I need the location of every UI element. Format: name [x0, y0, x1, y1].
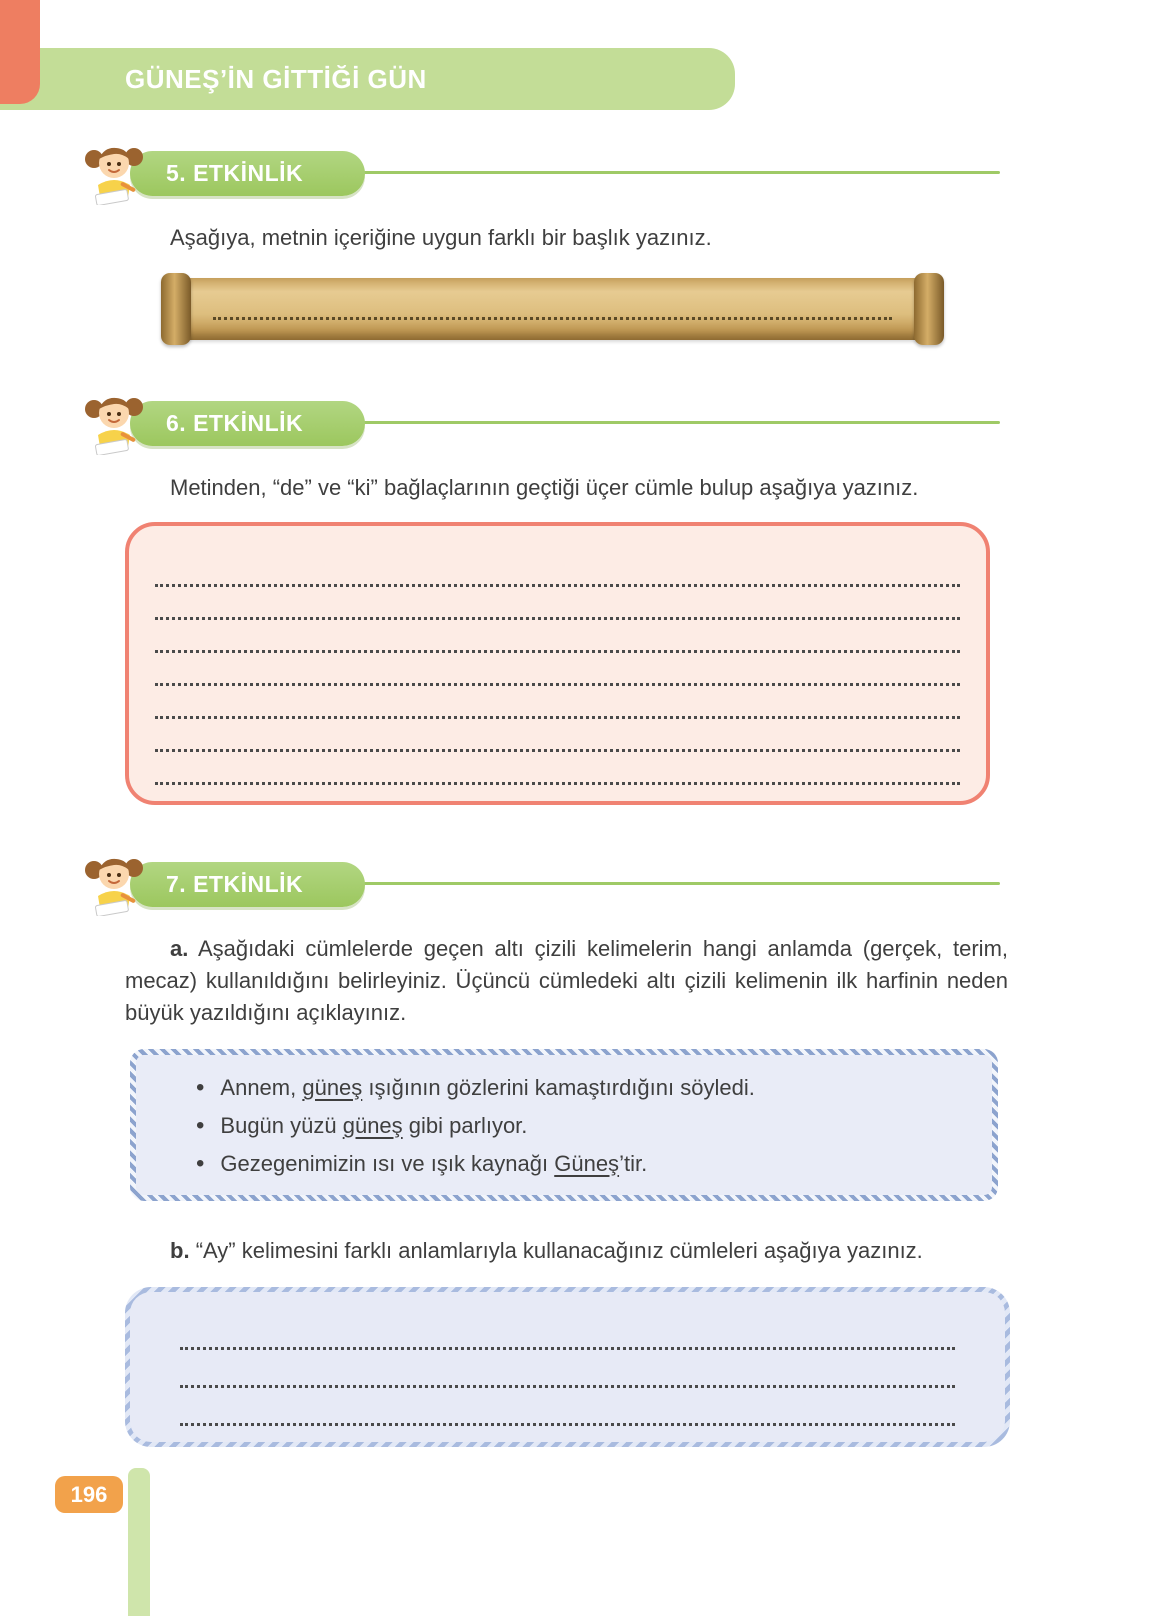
answer-box-conjunctions — [125, 522, 990, 805]
answer-line[interactable] — [213, 317, 892, 320]
underlined-word: güneş — [342, 1113, 403, 1138]
part-a-text: Aşağıdaki cümlelerde geçen altı çizili kelimelerin hangi anlamda (gerçek, terim, mecaz) kullanıldığını belirleyiniz. Üçüncü cümledeki altı çizili kelimenin ilk harfinin neden büyük yazıldığını açıklayınız. — [125, 936, 1009, 1025]
example-sentence — [196, 1145, 962, 1183]
girl-writing-icon — [82, 852, 146, 916]
part-b-text: “Ay” kelimesini farklı anlamlarıyla kullanacağınız cümleleri aşağıya yazınız. — [195, 1238, 923, 1263]
footer-green-strip — [128, 1468, 150, 1616]
scroll-roll-right — [914, 273, 944, 345]
activity-6-instruction: Metinden, “de” ve “ki” bağlaçlarının geçtiği üçer cümle bulup aşağıya yazınız. — [170, 475, 919, 500]
activity-5-instruction: Aşağıya, metnin içeriğine uygun farklı bir başlık yazınız. — [170, 225, 712, 250]
sentence-text: ’tir. — [619, 1151, 648, 1176]
activity-6-label: 6. ETKİNLİK — [166, 409, 304, 436]
activity-6-label-pill — [130, 401, 365, 446]
answer-line[interactable] — [155, 752, 960, 785]
scroll-roll-left — [161, 273, 191, 345]
corner-decoration — [0, 0, 40, 104]
example-sentences-box — [130, 1049, 998, 1201]
answer-line[interactable] — [155, 620, 960, 653]
page-number-badge — [55, 1476, 123, 1513]
answer-line[interactable] — [155, 554, 960, 587]
page-title: GÜNEŞ’İN GİTTİĞİ GÜN — [125, 63, 427, 94]
page-header — [0, 48, 735, 110]
activity-5 — [0, 140, 1163, 340]
activity-7-label-pill — [130, 862, 365, 907]
activity-6 — [0, 390, 1163, 805]
activity-5-label-pill — [130, 151, 365, 196]
sentence-text: Annem, — [220, 1075, 303, 1100]
part-b-marker: b. — [170, 1238, 190, 1263]
part-a-marker: a. — [170, 936, 189, 961]
activity-7 — [0, 851, 1163, 1447]
answer-line[interactable] — [180, 1350, 955, 1388]
sentence-text: gibi parlıyor. — [402, 1113, 528, 1138]
activity-7-label: 7. ETKİNLİK — [166, 870, 304, 897]
answer-line[interactable] — [180, 1312, 955, 1350]
answer-line[interactable] — [155, 686, 960, 719]
girl-writing-icon — [82, 391, 146, 455]
sentence-text: ışığının gözlerini kamaştırdığını söyledi. — [362, 1075, 755, 1100]
activity-5-label: 5. ETKİNLİK — [166, 159, 304, 186]
answer-box-ay-sentences — [125, 1287, 1010, 1447]
activity-7b-instruction — [125, 1235, 1008, 1267]
activity-7-header — [82, 851, 1000, 917]
girl-writing-icon — [82, 141, 146, 205]
activity-7a-instruction — [125, 933, 1008, 1029]
underlined-word: Güneş — [554, 1151, 620, 1176]
answer-line[interactable] — [155, 653, 960, 686]
page-number: 196 — [70, 1481, 108, 1507]
answer-line[interactable] — [155, 719, 960, 752]
answer-line[interactable] — [180, 1388, 955, 1426]
activity-5-header — [82, 140, 1000, 206]
sentence-text: Gezegenimizin ısı ve ışık kaynağı — [220, 1151, 555, 1176]
parchment-title-field[interactable] — [165, 278, 940, 340]
example-sentence — [196, 1107, 962, 1145]
underlined-word: güneş — [302, 1075, 363, 1100]
activity-6-header — [82, 390, 1000, 456]
answer-line[interactable] — [155, 587, 960, 620]
example-sentence — [196, 1069, 962, 1107]
sentence-text: Bugün yüzü — [220, 1113, 343, 1138]
